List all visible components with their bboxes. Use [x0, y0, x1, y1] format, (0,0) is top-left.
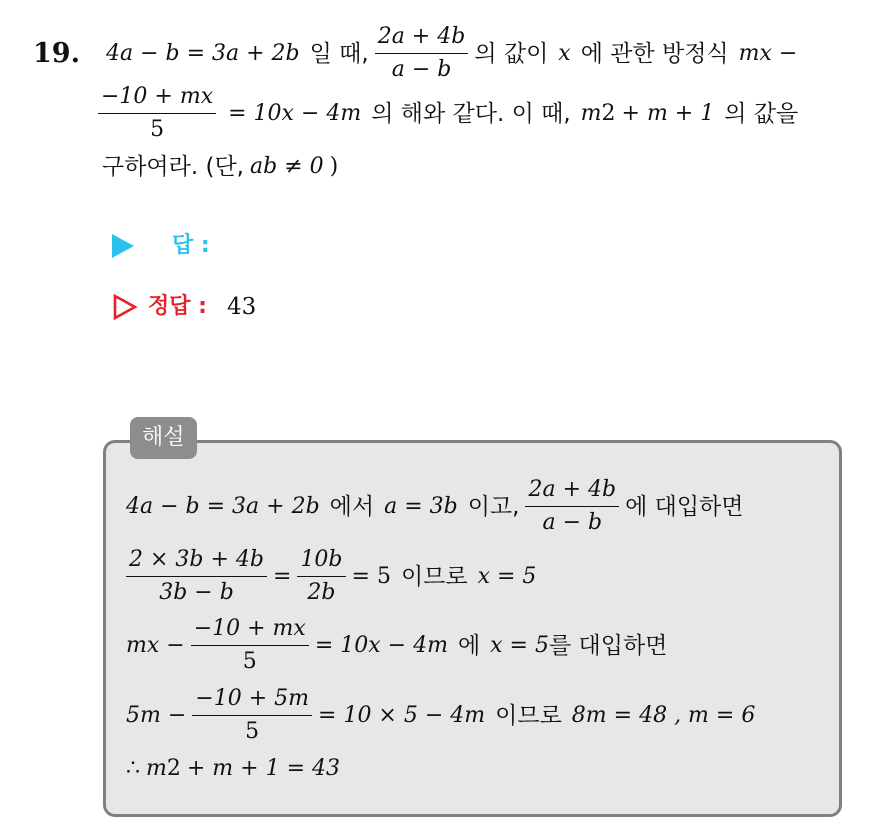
fraction-numerator: 2a + 4b	[525, 477, 619, 507]
key-answer-row	[112, 292, 256, 322]
fraction	[297, 547, 345, 606]
equation-condition: 4a − b = 3a + 2b	[105, 40, 300, 66]
solution-text: 에 대입하면	[625, 493, 744, 520]
equals: =	[273, 563, 292, 589]
key-answer-value: 43	[226, 294, 257, 320]
equation: = 10 × 5 − 4m	[318, 702, 486, 728]
solution-line-3	[126, 616, 667, 675]
fraction-numerator: 2 × 3b + 4b	[126, 547, 267, 577]
expression-base: m	[146, 756, 167, 781]
play-arrow-icon	[112, 234, 134, 258]
fraction	[126, 547, 267, 606]
equation: = 10x − 4m	[314, 632, 448, 658]
question-text: 의 해와 같다. 이 때,	[371, 100, 571, 127]
exponent: 2	[601, 100, 616, 126]
fraction-denominator: 3b − b	[159, 580, 234, 605]
outline-arrow-icon	[112, 293, 138, 321]
equation: x = 5	[477, 563, 537, 589]
solution-text: 에서	[329, 493, 375, 520]
answer-row	[112, 231, 210, 261]
fraction-denominator: 5	[150, 117, 165, 142]
answer-label: 답 :	[172, 233, 210, 258]
fraction-denominator: 5	[245, 719, 260, 744]
question-text: 구하여라. (단,	[102, 154, 244, 180]
fraction	[98, 84, 216, 143]
question-text: 의 값을	[724, 100, 799, 127]
fraction-numerator: −10 + mx	[98, 84, 216, 114]
fraction-denominator: 2b	[307, 580, 336, 605]
question-line-2	[98, 84, 798, 143]
solution-text: 이므로	[400, 563, 468, 590]
exponent: 2	[166, 756, 181, 781]
equation: a = 3b	[384, 493, 458, 519]
condition: ab ≠ 0	[250, 154, 324, 179]
question-text: 일 때,	[309, 40, 369, 67]
solution-tag: 해설	[130, 417, 197, 459]
paren-close: )	[329, 154, 339, 179]
fraction-numerator: −10 + 5m	[192, 686, 312, 716]
solution-text: 이므로	[495, 702, 562, 729]
final-equation: + m + 1 = 43	[186, 756, 340, 781]
expression-base: m	[580, 100, 602, 126]
fraction-denominator: 5	[242, 649, 257, 674]
question-text: 에 관한 방정식	[580, 40, 729, 67]
equation: mx −	[126, 632, 185, 658]
solution-line-1	[126, 477, 744, 536]
key-answer-label: 정답 :	[148, 294, 207, 319]
question-text: 의 값이	[474, 40, 549, 67]
equation-fragment: mx −	[738, 40, 798, 66]
equation: 5m −	[126, 702, 187, 728]
fraction	[375, 24, 469, 83]
equation-fragment: = 10x − 4m	[228, 100, 362, 126]
fraction-denominator: a − b	[391, 57, 452, 82]
question-number: 19.	[33, 37, 80, 69]
equation: 8m = 48 , m = 6	[571, 702, 756, 728]
solution-line-5	[126, 754, 340, 784]
question-line-3	[102, 152, 338, 182]
variable: x	[558, 40, 571, 66]
therefore-symbol: ∴	[126, 756, 140, 781]
fraction	[525, 477, 619, 536]
equation: x = 5	[490, 632, 549, 658]
solution-text: 이고,	[467, 493, 520, 520]
expression-rest: + m + 1	[621, 100, 715, 126]
solution-line-2	[126, 547, 536, 606]
fraction-numerator: 10b	[297, 547, 345, 577]
solution-text: 를 대입하면	[548, 632, 668, 659]
fraction-denominator: a − b	[542, 510, 603, 535]
equation: = 5	[351, 563, 391, 589]
fraction	[191, 616, 309, 675]
solution-text: 에	[457, 632, 481, 659]
equation: 4a − b = 3a + 2b	[126, 493, 320, 519]
fraction-numerator: 2a + 4b	[375, 24, 469, 54]
question-line-1	[33, 24, 797, 83]
fraction	[192, 686, 312, 745]
fraction-numerator: −10 + mx	[191, 616, 309, 646]
solution-line-4	[126, 686, 755, 745]
